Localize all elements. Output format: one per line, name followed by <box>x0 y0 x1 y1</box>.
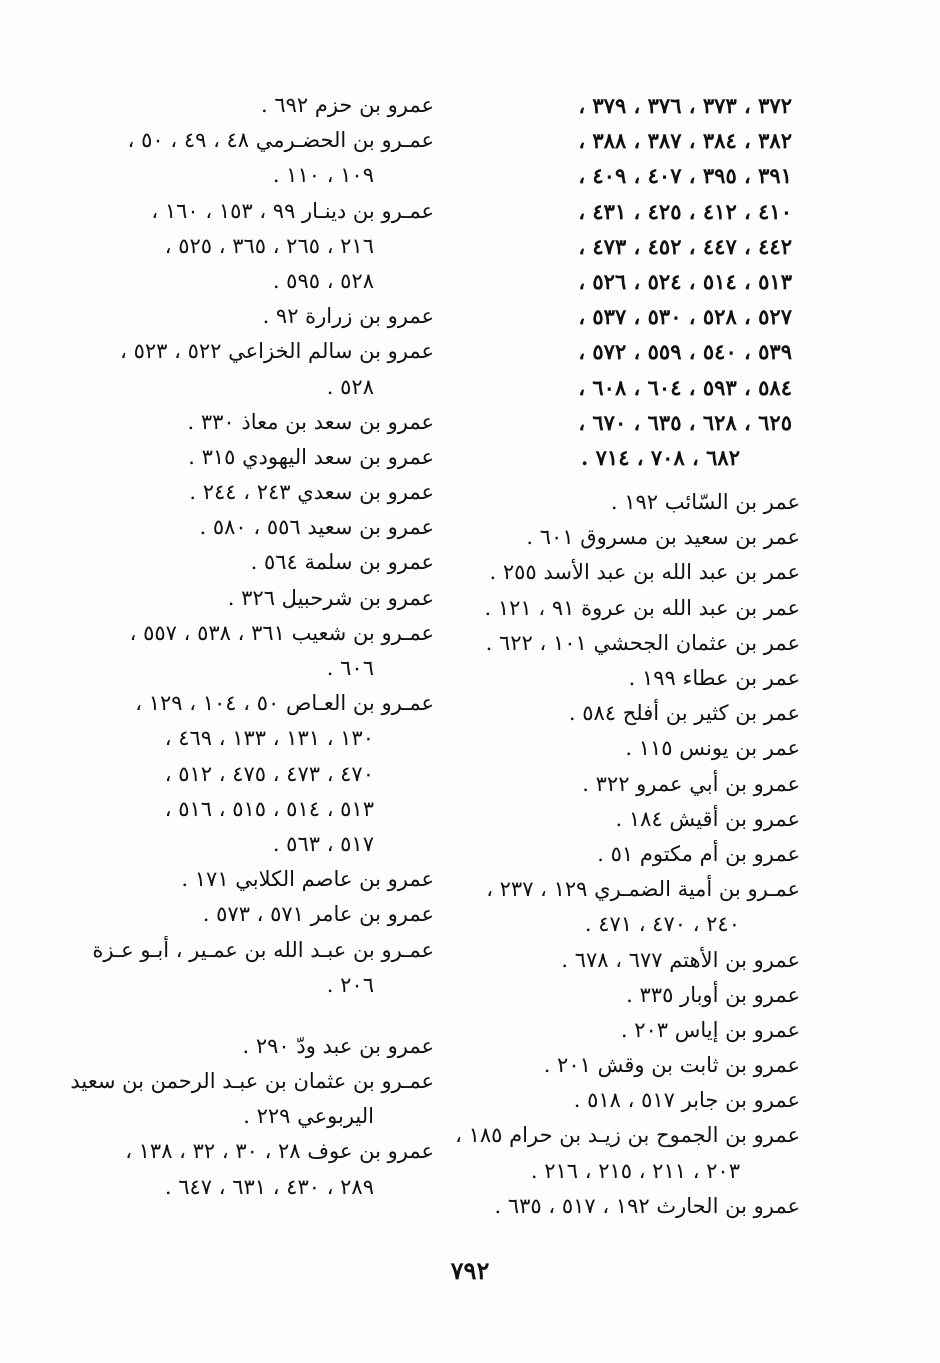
index-entry: عمر بن السّائب ١٩٢ . <box>610 490 800 515</box>
index-continuation: ٢٨٩ ، ٤٣٠ ، ٦٣١ ، ٦٤٧ . <box>164 1174 374 1199</box>
index-line: ٥٨٤ ، ٥٩٣ ، ٦٠٤ ، ٦٠٨ ، <box>578 374 792 400</box>
index-line: ٣٧٢ ، ٣٧٣ ، ٣٧٦ ، ٣٧٩ ، <box>578 93 792 118</box>
index-entry: عمرو بن سعد اليهودي ٣١٥ . <box>188 444 434 469</box>
index-line: ٥٢٧ ، ٥٢٨ ، ٥٣٠ ، ٥٣٧ ، <box>578 304 792 330</box>
index-entry: عمرو بن عاصم الكلابي ١٧١ . <box>181 867 434 892</box>
index-entry: عمرو بن أقيش ١٨٤ . <box>615 806 800 831</box>
section-gap <box>462 475 800 485</box>
index-entry: عمـرو بن عبـد الله بن عمـير ، أبـو عـزة <box>92 937 434 962</box>
index-entry: عمرو بن سعيد ٥٥٦ ، ٥٨٠ . <box>199 515 434 540</box>
index-entry: عمرو بن سالم الخزاعي ٥٢٢ ، ٥٢٣ ، <box>120 339 434 364</box>
index-continuation: ٢٠٣ ، ٢١١ ، ٢١٥ ، ٢١٦ . <box>530 1158 740 1183</box>
index-continuation: ٦٠٦ . <box>326 656 374 680</box>
index-entry: عمر بن عبد الله بن عروة ٩١ ، ١٢١ . <box>484 595 800 620</box>
section-gap <box>96 1003 434 1029</box>
index-entry: عمرو بن جابر ٥١٧ ، ٥١٨ . <box>573 1088 800 1113</box>
index-continuation: اليربوعي ٢٢٩ . <box>243 1104 374 1129</box>
right-column <box>455 88 800 1224</box>
index-continuation: ٤٧٠ ، ٤٧٣ ، ٤٧٥ ، ٥١٢ ، <box>164 761 374 786</box>
index-entry: عمـرو بن العـاص ٥٠ ، ١٠٤ ، ١٢٩ ، <box>135 691 434 716</box>
index-line: ٦٨٢ ، ٧٠٨ ، ٧١٤ . <box>581 444 740 470</box>
index-line: ٥١٣ ، ٥١٤ ، ٥٢٤ ، ٥٢٦ ، <box>578 268 792 294</box>
index-entry: عمر بن سعيد بن مسروق ٦٠١ . <box>526 525 800 550</box>
index-line: ٤١٠ ، ٤١٢ ، ٤٢٥ ، ٤٣١ ، <box>578 198 792 224</box>
index-line: ٤٤٢ ، ٤٤٧ ، ٤٥٢ ، ٤٧٣ ، <box>578 233 792 259</box>
index-entry: عمرو بن الجموح بن زيـد بن حرام ١٨٥ ، <box>455 1123 800 1148</box>
index-entry: عمرو بن سعدي ٢٤٣ ، ٢٤٤ . <box>189 480 434 505</box>
index-continuation: ١٠٩ ، ١١٠ . <box>272 163 374 188</box>
index-entry: عمرو بن عامر ٥٧١ ، ٥٧٣ . <box>202 902 434 927</box>
index-line: ٦٢٥ ، ٦٢٨ ، ٦٣٥ ، ٦٧٠ ، <box>578 409 792 435</box>
index-entry: عمر بن كثير بن أفلح ٥٨٤ . <box>568 701 800 726</box>
index-entry: عمـرو بن عثمان بن عبـد الرحمن بن سعيد <box>70 1069 434 1094</box>
index-entry: عمرو بن الحارث ١٩٢ ، ٥١٧ ، ٦٣٥ . <box>494 1193 800 1218</box>
index-line: ٣٨٢ ، ٣٨٤ ، ٣٨٧ ، ٣٨٨ ، <box>578 128 792 154</box>
index-entry: عمرو بن الأهتم ٦٧٧ ، ٦٧٨ . <box>561 947 800 972</box>
index-continuation: ٥١٣ ، ٥١٤ ، ٥١٥ ، ٥١٦ ، <box>164 796 374 821</box>
index-continuation: ٥٢٨ ، ٥٩٥ . <box>272 268 374 293</box>
index-entry: عمرو بن عوف ٢٨ ، ٣٠ ، ٣٢ ، ١٣٨ ، <box>125 1139 434 1164</box>
index-continuation: ٢١٦ ، ٢٦٥ ، ٣٦٥ ، ٥٢٥ ، <box>164 233 374 258</box>
index-continuation: ٥٢٨ . <box>326 374 374 399</box>
index-continuation: ٢٤٠ ، ٤٧٠ ، ٤٧١ . <box>584 912 740 937</box>
index-entry: عمرو بن أم مكتوم ٥١ . <box>597 841 800 866</box>
index-entry: عمرو بن أوبار ٣٣٥ . <box>626 982 800 1007</box>
index-entry: عمرو بن شرحبيل ٣٢٦ . <box>227 585 434 610</box>
index-continuation: ١٣٠ ، ١٣١ ، ١٣٣ ، ٤٦٩ ، <box>164 726 374 751</box>
index-entry: عمرو بن سعد بن معاذ ٣٣٠ . <box>187 409 434 434</box>
index-entry: عمـرو بن الحضـرمي ٤٨ ، ٤٩ ، ٥٠ ، <box>127 128 434 153</box>
index-entry: عمـرو بن أمية الضمـري ١٢٩ ، ٢٣٧ ، <box>486 877 800 902</box>
index-entry: عمـرو بن شعيب ٣٦١ ، ٥٣٨ ، ٥٥٧ ، <box>129 620 434 645</box>
left-column <box>70 88 434 1205</box>
index-continuation: ٢٠٦ . <box>326 972 374 997</box>
index-line: ٥٣٩ ، ٥٤٠ ، ٥٥٩ ، ٥٧٢ ، <box>578 339 792 365</box>
index-entry: عمرو بن زرارة ٩٢ . <box>262 304 434 329</box>
index-entry: عمر بن عثمان الجحشي ١٠١ ، ٦٢٢ . <box>485 630 800 655</box>
index-entry: عمر بن عبد الله بن عبد الأسد ٢٥٥ . <box>489 560 800 585</box>
index-entry: عمرو بن عبد ودّ ٢٩٠ . <box>242 1033 434 1058</box>
index-entry: عمر بن يونس ١١٥ . <box>625 736 800 761</box>
index-entry: عمرو بن ثابت بن وقش ٢٠١ . <box>543 1053 800 1078</box>
index-line: ٣٩١ ، ٣٩٥ ، ٤٠٧ ، ٤٠٩ ، <box>578 163 792 189</box>
index-entry: عمرو بن سلمة ٥٦٤ . <box>250 550 434 575</box>
index-entry: عمرو بن حزم ٦٩٢ . <box>260 93 434 117</box>
index-continuation: ٥١٧ ، ٥٦٣ . <box>272 831 374 856</box>
index-entry: عمر بن عطاء ١٩٩ . <box>628 666 800 690</box>
index-entry: عمرو بن إياس ٢٠٣ . <box>620 1017 800 1042</box>
index-entry: عمرو بن أبي عمرو ٣٢٢ . <box>582 771 800 796</box>
page-number: ٧٩٢ <box>450 1256 490 1285</box>
index-entry: عمـرو بن دينـار ٩٩ ، ١٥٣ ، ١٦٠ ، <box>151 198 434 223</box>
